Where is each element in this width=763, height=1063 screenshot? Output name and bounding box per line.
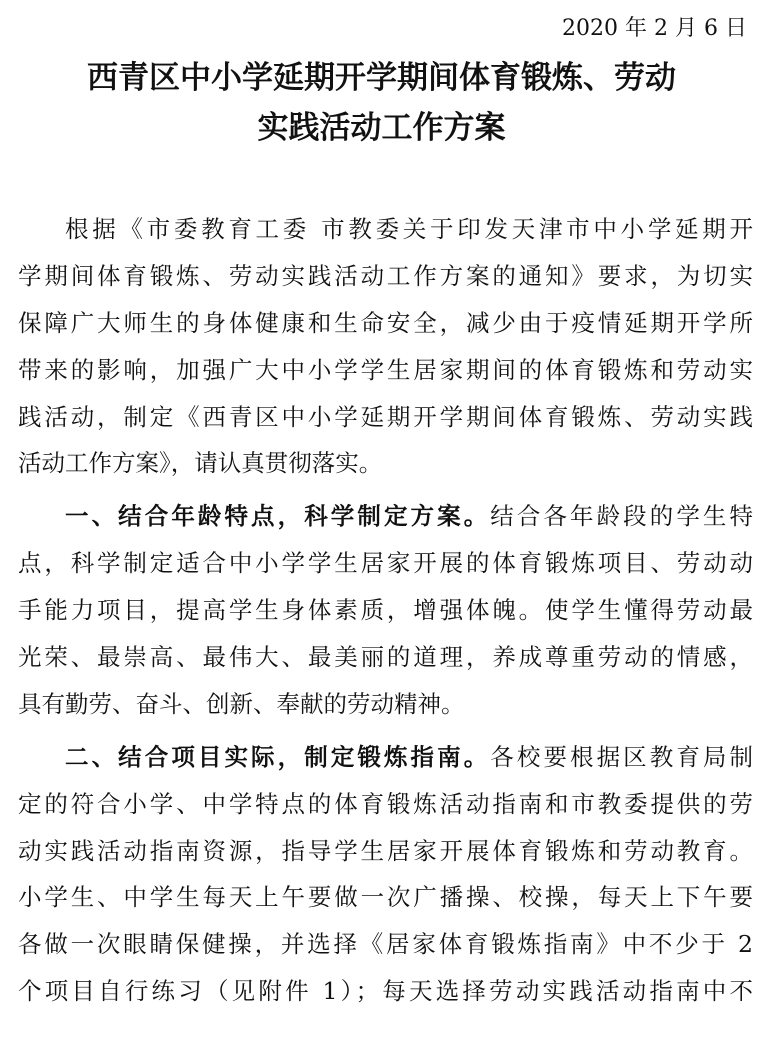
paragraph-line: 践活动，制定《西青区中小学延期开学期间体育锻炼、劳动实践 bbox=[18, 402, 753, 431]
paragraph-line: 活动工作方案》，请认真贯彻落实。 bbox=[18, 449, 383, 478]
document-body bbox=[18, 206, 753, 1015]
paragraph-line: 学期间体育锻炼、劳动实践活动工作方案的通知》要求，为切实 bbox=[18, 261, 753, 290]
paragraph-line: 光荣、最崇高、最伟大、最美丽的道理，养成尊重劳动的情感， bbox=[18, 643, 753, 672]
paragraph-line: 带来的影响，加强广大中小学学生居家期间的体育锻炼和劳动实 bbox=[18, 355, 753, 384]
paragraph-line: 具有勤劳、奋斗、创新、奉献的劳动精神。 bbox=[18, 689, 465, 718]
document-title-line-2: 实践活动工作方案 bbox=[257, 110, 506, 146]
intro-paragraph bbox=[18, 206, 753, 487]
paragraph-line: 手能力项目，提高学生身体素质，增强体魄。使学生懂得劳动最 bbox=[18, 596, 753, 625]
paragraph-line bbox=[18, 493, 753, 540]
document-date: 2020 年 2 月 6 日 bbox=[562, 16, 747, 41]
section-1-heading: 一、结合年龄特点，科学制定方案。 bbox=[65, 502, 491, 531]
paragraph-line: 小学生、中学生每天上午要做一次广播操、校操，每天上下午要 bbox=[18, 883, 753, 912]
paragraph-line: 各做一次眼睛保健操，并选择《居家体育锻炼指南》中不少于 2 bbox=[18, 930, 753, 959]
paragraph-line: 定的符合小学、中学特点的体育锻炼活动指南和市教委提供的劳 bbox=[18, 789, 753, 818]
paragraph-line: 个项目自行练习（见附件 1）；每天选择劳动实践活动指南中不 bbox=[18, 977, 753, 1006]
paragraph-line: 动实践活动指南资源，指导学生居家开展体育锻炼和劳动教育。 bbox=[18, 836, 753, 865]
section-1-text: 结合各年龄段的学生特 bbox=[490, 502, 754, 531]
section-1-paragraph bbox=[18, 493, 753, 727]
document-title-line-1: 西青区中小学延期开学期间体育锻炼、劳动 bbox=[87, 60, 676, 96]
section-2-text: 各校要根据区教育局制 bbox=[490, 742, 754, 771]
section-2-paragraph bbox=[18, 734, 753, 1015]
section-2-heading: 二、结合项目实际，制定锻炼指南。 bbox=[65, 742, 491, 771]
paragraph-line: 点，科学制定适合中小学学生居家开展的体育锻炼项目、劳动动 bbox=[18, 549, 753, 578]
paragraph-line: 根据《市委教育工委 市教委关于印发天津市中小学延期开 bbox=[65, 215, 753, 243]
paragraph-line: 保障广大师生的身体健康和生命安全，减少由于疫情延期开学所 bbox=[18, 308, 753, 337]
paragraph-line bbox=[18, 734, 753, 781]
